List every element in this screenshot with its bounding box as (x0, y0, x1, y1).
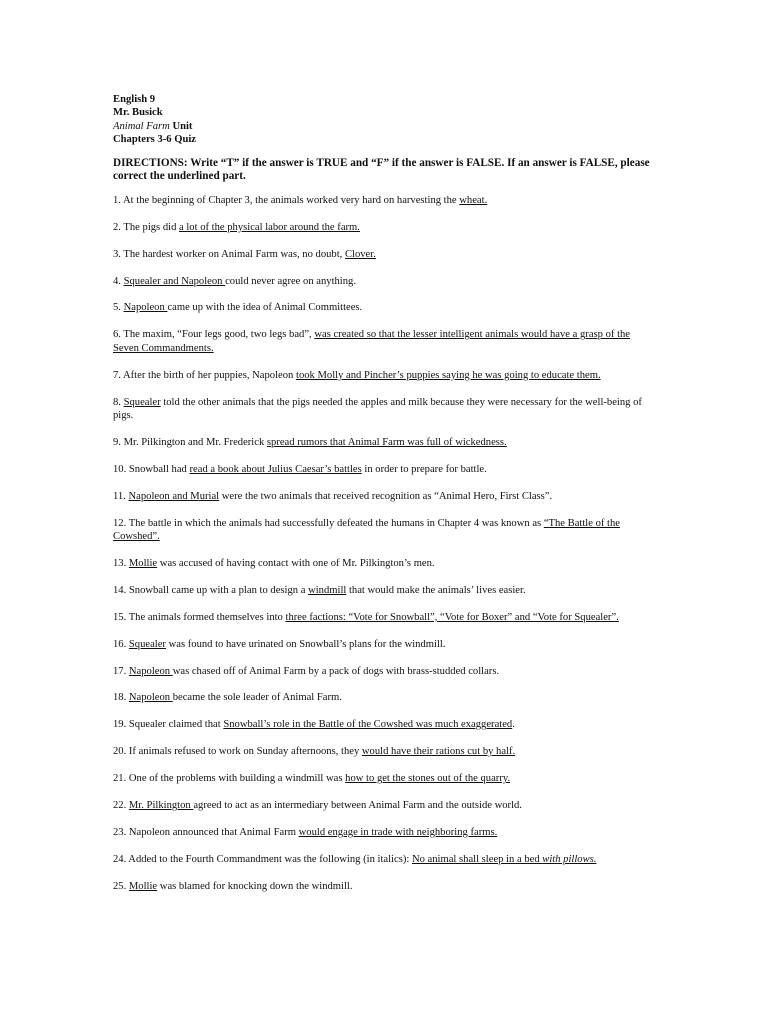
question-item (113, 248, 658, 261)
question-text: 18. (113, 692, 129, 704)
question-text: 12. The battle in which the animals had successfully defeated the humans in Chapter 4 was known as (113, 517, 544, 529)
underlined-answer: would have their rations cut by half. (361, 746, 516, 758)
question-text: was chased off of Animal Farm by a pack of dogs with brass-studded collars. (172, 665, 500, 677)
question-item (113, 490, 658, 503)
question-text: 11. (113, 490, 129, 502)
question-item (113, 638, 658, 651)
question-text: came up with the idea of Animal Committees. (167, 302, 363, 314)
underlined-answer: Napoleon (128, 665, 173, 677)
underlined-answer: would engage in trade with neighboring farms. (298, 826, 498, 838)
question-item (113, 275, 658, 288)
question-text: 6. The maxim, “Four legs good, two legs bad”, (113, 329, 315, 341)
underlined-answer: wheat. (459, 194, 488, 206)
underlined-answer: Clover. (344, 248, 376, 260)
underlined-answer: read a book about Julius Caesar’s battles (189, 463, 362, 475)
question-text: 16. (113, 638, 129, 650)
underlined-answer: Napoleon (128, 692, 173, 704)
question-text: 5. (113, 302, 124, 314)
question-item (113, 396, 658, 423)
question-item (113, 691, 658, 704)
question-text: that would make the animals’ lives easier. (346, 584, 526, 596)
question-text: 17. (113, 665, 129, 677)
question-text: 21. One of the problems with building a windmill was (113, 773, 346, 785)
quiz-header (113, 93, 658, 147)
question-text: 8. (113, 396, 124, 408)
unit-title-italic: Animal Farm (113, 120, 170, 132)
question-item (113, 718, 658, 731)
underlined-answer: Mr. Pilkington (128, 800, 194, 812)
underlined-answer: Napoleon (123, 302, 168, 314)
question-item (113, 611, 658, 624)
question-text: 9. Mr. Pilkington and Mr. Frederick (113, 436, 267, 448)
quiz-page (113, 93, 658, 907)
question-item (113, 772, 658, 785)
underlined-answer: Snowball’s role in the Battle of the Cowshed was much exaggerated (223, 719, 513, 731)
question-item (113, 880, 658, 893)
question-item (113, 463, 658, 476)
underlined-answer: Mollie (128, 557, 158, 569)
underlined-answer: was created so that the lesser intelligent animals would have a grasp of the Seven Commandments. (113, 329, 631, 354)
question-text: 24. Added to the Fourth Commandment was the following (in italics): (113, 853, 412, 865)
question-item (113, 826, 658, 839)
underlined-answer: Squealer and Napoleon (123, 275, 226, 287)
underlined-answer: a lot of the physical labor around the farm. (179, 221, 360, 233)
question-text: was blamed for knocking down the windmill. (157, 880, 353, 892)
question-text: 20. If animals refused to work on Sunday afternoons, they (113, 746, 362, 758)
question-text: was found to have urinated on Snowball’s plans for the windmill. (165, 638, 446, 650)
quiz-title: Chapters 3-6 Quiz (113, 134, 196, 146)
question-list (113, 194, 658, 893)
question-item (113, 301, 658, 314)
question-text: 7. After the birth of her puppies, Napoleon (113, 369, 296, 381)
question-text: 25. (113, 880, 129, 892)
teacher-name: Mr. Busick (113, 107, 163, 119)
question-item (113, 584, 658, 597)
question-item (113, 436, 658, 449)
underlined-answer: windmill (308, 584, 347, 596)
question-text: . (512, 719, 515, 731)
question-item (113, 369, 658, 382)
directions: DIRECTIONS: Write “T” if the answer is TRUE and “F” if the answer is FALSE. If an answer is FALSE, please correct the underlined part. (113, 156, 650, 183)
question-item (113, 194, 658, 207)
course-name: English 9 (113, 94, 156, 105)
question-item (113, 665, 658, 678)
unit-title (113, 120, 658, 133)
question-text: 22. (113, 800, 129, 812)
underlined-answer: how to get the stones out of the quarry. (345, 773, 511, 785)
question-text: 3. The hardest worker on Animal Farm was, no doubt, (113, 248, 345, 260)
question-text: 19. Squealer claimed that (113, 719, 224, 731)
question-text: 15. The animals formed themselves into (113, 611, 286, 623)
question-text: told the other animals that the pigs needed the apples and milk because they were necessary for the well-being of pigs. (113, 396, 642, 421)
question-item (113, 328, 658, 355)
question-text: became the sole leader of Animal Farm. (172, 692, 342, 704)
question-item (113, 799, 658, 812)
question-item (113, 517, 658, 544)
question-item (113, 221, 658, 234)
underlined-answer: Napoleon and Murial (128, 490, 220, 502)
underlined-answer: Mollie (128, 880, 158, 892)
question-text: 10. Snowball had (113, 463, 190, 475)
question-text: 1. At the beginning of Chapter 3, the animals worked very hard on harvesting the (113, 194, 460, 206)
question-item (113, 853, 658, 866)
question-text: were the two animals that received recognition as “Animal Hero, First Class”. (219, 490, 553, 502)
unit-title-suffix: Unit (169, 120, 193, 132)
underlined-answer: three factions: “Vote for Snowball”, “Vote for Boxer” and “Vote for Squealer”. (285, 611, 619, 623)
underlined-answer: No animal shall sleep in a bed (411, 853, 543, 865)
question-text: could never agree on anything. (225, 275, 356, 287)
question-item (113, 557, 658, 570)
question-text: 2. The pigs did (113, 221, 180, 233)
underlined-answer: Squealer (123, 396, 161, 408)
underlined-answer: Squealer (128, 638, 166, 650)
question-text: 14. Snowball came up with a plan to design a (113, 584, 309, 596)
question-text: 4. (113, 275, 124, 287)
question-text: 13. (113, 557, 129, 569)
question-text: in order to prepare for battle. (361, 463, 487, 475)
underlined-answer: spread rumors that Animal Farm was full of wickedness. (266, 436, 507, 448)
question-item (113, 745, 658, 758)
question-text: was accused of having contact with one of Mr. Pilkington’s men. (157, 557, 435, 569)
underlined-answer: with pillows. (542, 853, 597, 865)
question-text: agreed to act as an intermediary between Animal Farm and the outside world. (193, 800, 522, 812)
underlined-answer: took Molly and Pincher’s puppies saying he was going to educate them. (296, 369, 601, 381)
question-text: 23. Napoleon announced that Animal Farm (113, 826, 299, 838)
underlined-answer: “The Battle of the Cowshed”. (113, 517, 620, 542)
